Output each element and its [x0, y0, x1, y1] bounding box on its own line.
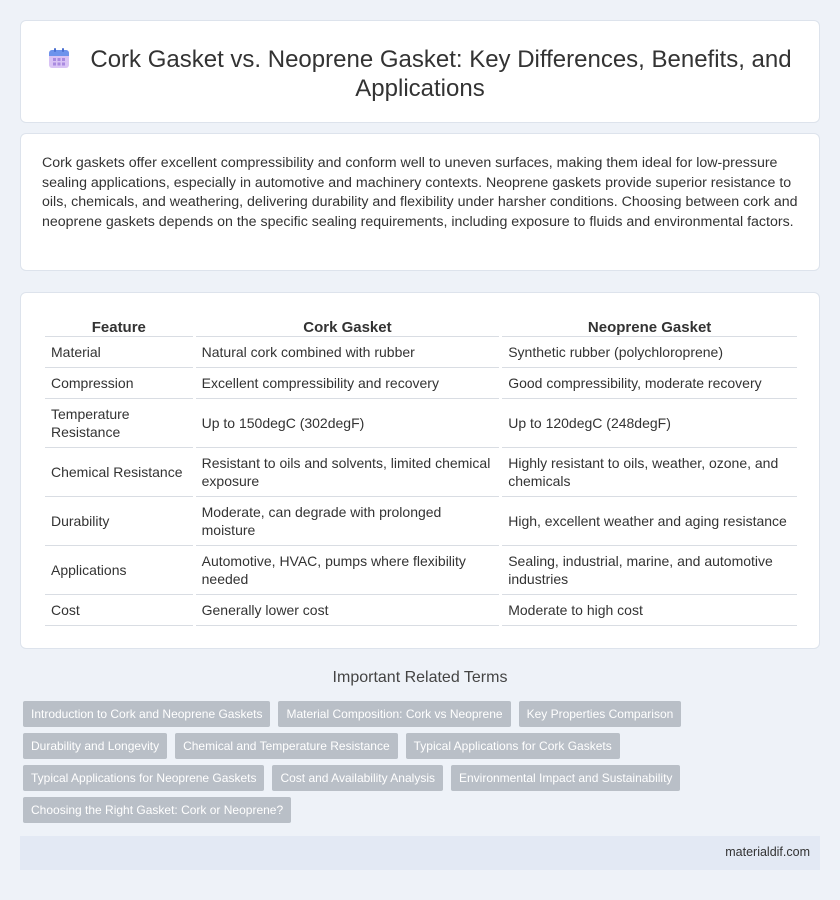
table-row [45, 368, 797, 399]
related-term-tag[interactable]: Key Properties Comparison [519, 701, 682, 727]
table-row [45, 595, 797, 626]
table-row [45, 448, 797, 497]
intro-paragraph: Cork gaskets offer excellent compressibility and conform well to uneven surfaces, making them ideal for low-pressure sealing applications, especially in automotive and machinery contexts. Neoprene gaskets provide superior resistance to oils, chemicals, and weathering, delivering durability and flexibility under harsher conditions. Choosing between cork and neoprene gaskets depends on the specific sealing requirements, including exposure to fluids and environmental factors. [42, 155, 798, 230]
cork-cell: Moderate, can degrade with prolonged moisture [196, 497, 500, 546]
table-row [45, 399, 797, 448]
comparison-table [42, 315, 800, 626]
header-neoprene: Neoprene Gasket [502, 315, 797, 337]
table-row [45, 497, 797, 546]
feature-cell: Temperature Resistance [45, 399, 193, 448]
cork-cell: Automotive, HVAC, pumps where flexibility needed [196, 546, 500, 595]
feature-cell: Durability [45, 497, 193, 546]
related-term-tag[interactable]: Cost and Availability Analysis [272, 765, 443, 791]
related-term-tag[interactable]: Durability and Longevity [23, 733, 167, 759]
title-card [20, 20, 820, 123]
comparison-card [20, 292, 820, 649]
cork-cell: Natural cork combined with rubber [196, 337, 500, 368]
related-term-tag[interactable]: Chemical and Temperature Resistance [175, 733, 398, 759]
related-terms-list [23, 701, 793, 829]
intro-card [20, 133, 820, 271]
cork-cell: Up to 150degC (302degF) [196, 399, 500, 448]
feature-cell: Applications [45, 546, 193, 595]
table-row [45, 337, 797, 368]
related-terms-heading: Important Related Terms [332, 669, 508, 686]
related-term-tag[interactable]: Environmental Impact and Sustainability [451, 765, 680, 791]
feature-cell: Compression [45, 368, 193, 399]
neoprene-cell: Up to 120degC (248degF) [502, 399, 797, 448]
related-term-tag[interactable]: Choosing the Right Gasket: Cork or Neoprene? [23, 797, 291, 823]
neoprene-cell: Moderate to high cost [502, 595, 797, 626]
header-cork: Cork Gasket [196, 315, 500, 337]
table-row [45, 546, 797, 595]
footer-site-link[interactable]: materialdif.com [725, 845, 810, 859]
table-header-row [45, 315, 797, 337]
cork-cell: Resistant to oils and solvents, limited chemical exposure [196, 448, 500, 497]
neoprene-cell: Good compressibility, moderate recovery [502, 368, 797, 399]
feature-cell: Material [45, 337, 193, 368]
neoprene-cell: Synthetic rubber (polychloroprene) [502, 337, 797, 368]
footer [20, 836, 820, 870]
page-title [21, 45, 819, 103]
cork-cell: Generally lower cost [196, 595, 500, 626]
related-term-tag[interactable]: Typical Applications for Neoprene Gaskets [23, 765, 264, 791]
feature-cell: Chemical Resistance [45, 448, 193, 497]
neoprene-cell: Sealing, industrial, marine, and automotive industries [502, 546, 797, 595]
feature-cell: Cost [45, 595, 193, 626]
related-term-tag[interactable]: Typical Applications for Cork Gaskets [406, 733, 620, 759]
calendar-icon [48, 47, 70, 69]
related-term-tag[interactable]: Introduction to Cork and Neoprene Gaskets [23, 701, 270, 727]
neoprene-cell: High, excellent weather and aging resistance [502, 497, 797, 546]
header-feature: Feature [45, 315, 193, 337]
related-term-tag[interactable]: Material Composition: Cork vs Neoprene [278, 701, 510, 727]
cork-cell: Excellent compressibility and recovery [196, 368, 500, 399]
page-title-text: Cork Gasket vs. Neoprene Gasket: Key Differences, Benefits, and Applications [90, 46, 792, 102]
neoprene-cell: Highly resistant to oils, weather, ozone, and chemicals [502, 448, 797, 497]
